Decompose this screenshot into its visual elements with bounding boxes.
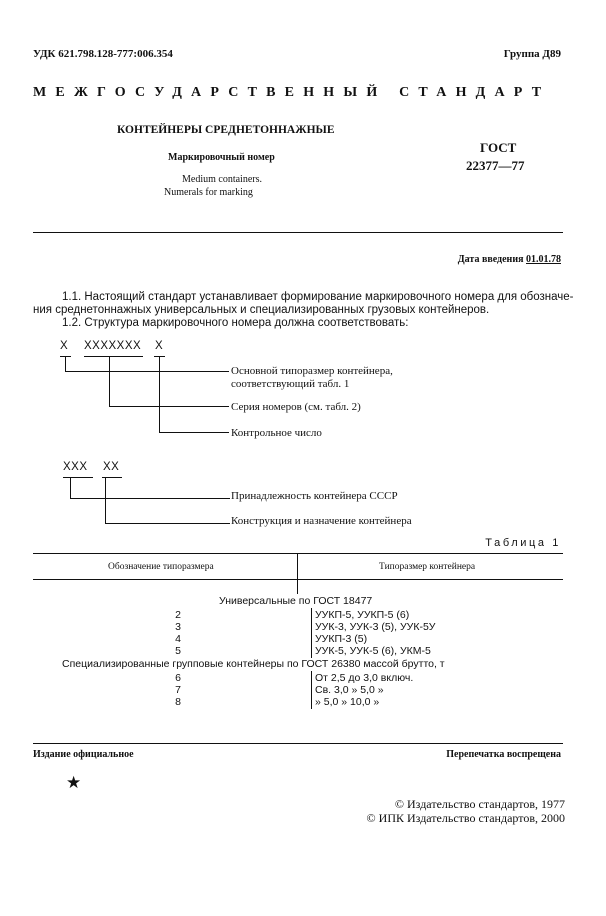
document-subtitle: Маркировочный номер	[168, 152, 275, 163]
scheme2-code-owner: ХХХ	[63, 461, 88, 473]
scheme2-code-design: ХХ	[103, 461, 120, 473]
table-row-code: 2	[175, 609, 181, 621]
table-row-code: 5	[175, 645, 181, 657]
udk-code: УДК 621.798.128-777:006.354	[33, 48, 173, 60]
paragraph-1-2: 1.2. Структура маркировочного номера должна соответствовать:	[62, 317, 409, 329]
table-row-code: 8	[175, 696, 181, 708]
english-title-line1: Medium containers.	[182, 174, 262, 185]
table-row-value: УУКП-3 (5)	[315, 633, 368, 645]
table-row-code: 6	[175, 672, 181, 684]
document-title: КОНТЕЙНЕРЫ СРЕДНЕТОННАЖНЫЕ	[117, 124, 335, 136]
scheme1-code-series: ХХХХХХХ	[84, 340, 142, 352]
table-row-code: 3	[175, 621, 181, 633]
table-caption: Таблица 1	[485, 537, 561, 549]
group-code: Группа Д89	[503, 48, 561, 60]
table-row-code: 7	[175, 684, 181, 696]
introduction-date	[458, 254, 561, 265]
gost-label: ГОСТ	[480, 140, 517, 155]
table-row-value: УУК-3, УУК-3 (5), УУК-5У	[315, 621, 436, 633]
table-row-value: » 5,0 » 10,0 »	[315, 696, 380, 708]
scheme2-label-design: Конструкция и назначение контейнера	[231, 515, 412, 527]
scheme1-label-type-line2: соответствующий табл. 1	[231, 378, 350, 390]
title-divider	[33, 232, 563, 233]
scheme1-label-series: Серия номеров (см. табл. 2)	[231, 401, 361, 413]
copyright-2000: © ИПК Издательство стандартов, 2000	[366, 811, 565, 825]
table-row-value: Св. 3,0 » 5,0 »	[315, 684, 384, 696]
paragraph-1-1-line2: ния среднетоннажных универсальных и специализированных грузовых контейнеров.	[33, 304, 490, 316]
scheme1-label-type-line1: Основной типоразмер контейнера,	[231, 365, 393, 377]
scheme2-label-owner: Принадлежность контейнера СССР	[231, 490, 398, 502]
introduction-date-value: 01.01.78	[526, 254, 561, 265]
paragraph-1-1-line1: 1.1. Настоящий стандарт устанавливает формирование маркировочного номера для обозначе-	[62, 291, 574, 303]
table-top-rule	[33, 553, 563, 554]
table-header-code: Обозначение типоразмера	[108, 562, 214, 572]
english-title-line2: Numerals for marking	[164, 187, 253, 198]
reprint-prohibited: Перепечатка воспрещена	[446, 749, 561, 760]
table-row-code: 4	[175, 633, 181, 645]
introduction-date-label: Дата введения	[457, 254, 524, 265]
scheme1-code-type: Х	[60, 340, 69, 352]
table-header-size: Типоразмер контейнера	[379, 562, 476, 572]
gost-number: 22377—77	[466, 158, 525, 173]
table-row-value: УУК-5, УУК-5 (6), УКМ-5	[315, 645, 431, 657]
table-row-value: УУКП-5, УУКП-5 (6)	[315, 609, 410, 621]
table-section-specialized: Специализированные групповые контейнеры по ГОСТ 26380 массой брутто, т	[62, 658, 445, 670]
official-edition: Издание официальное	[33, 749, 134, 760]
scheme1-label-check: Контрольное число	[231, 427, 322, 439]
table-header-rule	[33, 579, 563, 580]
copyright-1977: © Издательство стандартов, 1977	[394, 797, 565, 811]
standard-banner: МЕЖГОСУДАРСТВЕННЫЙ СТАНДАРТ	[33, 85, 551, 100]
table-section-universal: Универсальные по ГОСТ 18477	[219, 595, 373, 607]
table-row-value: От 2,5 до 3,0 включ.	[315, 672, 414, 684]
star-icon: ★	[66, 773, 82, 792]
scheme1-code-check: Х	[155, 340, 164, 352]
footer-rule	[33, 743, 563, 744]
